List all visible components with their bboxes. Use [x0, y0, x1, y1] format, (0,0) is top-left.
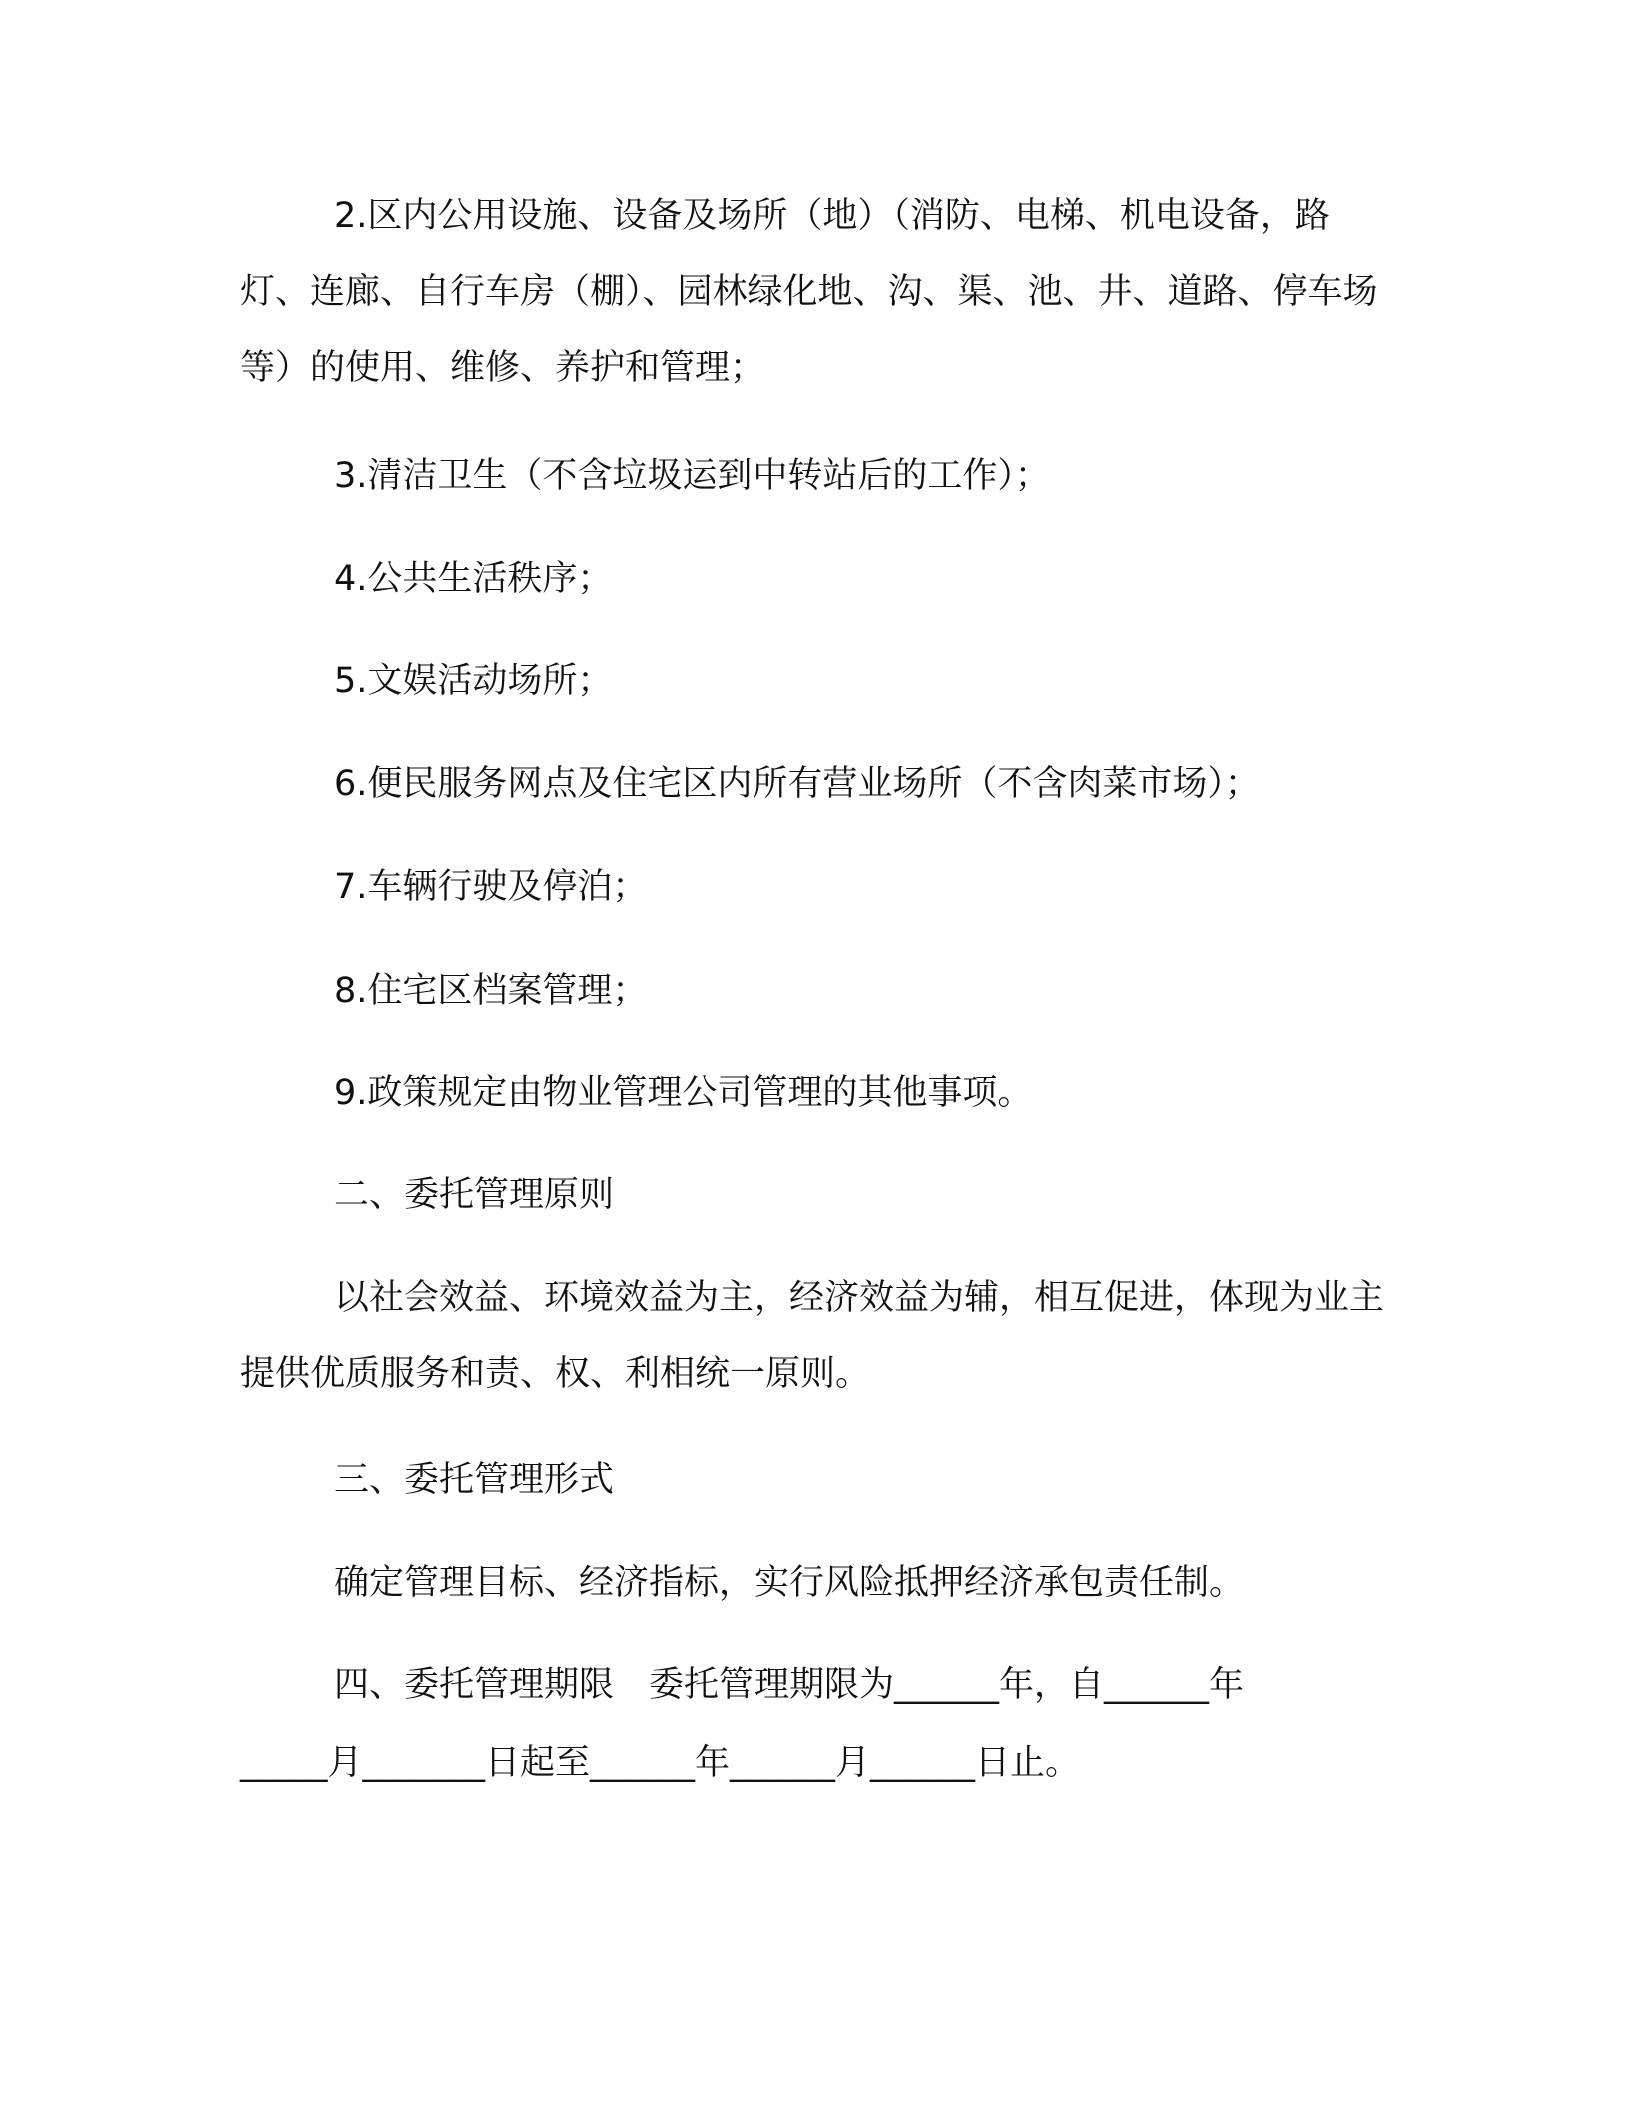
section-body-principles: 以社会效益、环境效益为主，经济效益为辅，相互促进，体现为业主提供优质服务和责、权、利相统一原则。: [240, 1278, 1385, 1394]
list-item-9: 9.政策规定由物业管理公司管理的其他事项。: [334, 1073, 1033, 1113]
section-body-term: _____月_______日起至______年______月______日止。: [240, 1743, 1081, 1783]
list-item-7: 7.车辆行驶及停泊；: [334, 867, 648, 907]
section-heading-principles: 二、委托管理原则: [334, 1175, 615, 1215]
section-body-form: 确定管理目标、经济指标，实行风险抵押经济承包责任制。: [334, 1563, 1245, 1603]
section-heading-form: 三、委托管理形式: [334, 1460, 615, 1500]
list-item-8: 8.住宅区档案管理；: [334, 971, 648, 1011]
list-item-5: 5.文娱活动场所；: [334, 661, 613, 701]
list-item-2: 2.区内公用设施、设备及场所（地）（消防、电梯、机电设备，路灯、连廊、自行车房（棚）、园林绿化地、沟、渠、池、井、道路、停车场等）的使用、维修、养护和管理；: [240, 196, 1378, 388]
section-heading-term: 四、委托管理期限 委托管理期限为______年，自______年: [334, 1665, 1245, 1705]
list-item-4: 4.公共生活秩序；: [334, 559, 613, 599]
list-item-3: 3.清洁卫生（不含垃圾运到中转站后的工作）；: [334, 456, 1050, 496]
list-item-6: 6.便民服务网点及住宅区内所有营业场所（不含肉菜市场）；: [334, 764, 1260, 804]
